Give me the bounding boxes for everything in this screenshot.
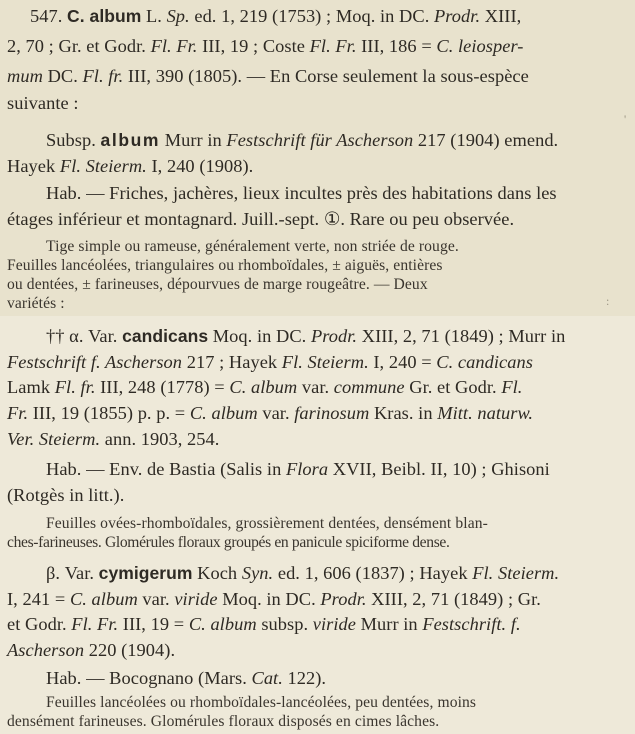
text-run: viride — [312, 614, 356, 634]
text-run: III, 186 = — [356, 36, 437, 56]
text-run: Lamk — [7, 377, 55, 397]
text-run: variétés : — [7, 295, 65, 312]
text-line — [0, 712, 635, 732]
text-run: Hab. — Env. de Bastia (Salis in — [46, 459, 286, 479]
text-run: Fl. Fr. — [309, 36, 357, 56]
scan-speck: : — [606, 294, 610, 308]
text-line — [0, 457, 635, 481]
text-run: 217 ; Hayek — [182, 352, 282, 372]
text-run: Murr in — [160, 130, 227, 150]
text-run: candicans — [122, 326, 209, 346]
text-run: XIII, 2, 71 (1849) ; Murr in — [357, 326, 566, 346]
text-run: Feuilles lancéolées, triangulaires ou rhomboïdales, ± aiguës, entières — [7, 257, 443, 274]
text-line — [0, 64, 635, 88]
text-line — [0, 154, 635, 178]
text-line — [0, 256, 635, 276]
text-run: Feuilles lancéolées ou rhomboïdales-lancéolées, peu dentées, moins — [46, 694, 477, 711]
text-line — [0, 401, 635, 425]
text-run: cymigerum — [98, 563, 193, 583]
text-run: Prodr. — [310, 326, 358, 346]
text-run: 122). — [282, 668, 327, 688]
text-line — [0, 294, 635, 314]
text-run: 217 (1904) emend. — [413, 130, 559, 150]
text-run: Fl. Fr. — [150, 36, 198, 56]
text-run: Fl. fr. — [82, 66, 124, 86]
text-run: Koch — [192, 563, 242, 583]
text-line — [0, 237, 635, 257]
text-run: Flora — [285, 459, 329, 479]
text-line — [0, 561, 635, 585]
text-line — [0, 693, 635, 713]
text-run: farinosum — [294, 403, 370, 423]
text-line — [0, 666, 635, 690]
text-run: Cat. — [251, 668, 283, 688]
text-run: III, 390 (1805). — En Corse seulement la sous-espèce — [123, 66, 529, 86]
text-run: Fl. Steierm. — [59, 156, 147, 176]
text-run: Sp. — [166, 6, 190, 26]
text-run: C. album — [189, 403, 258, 423]
text-run: C. leiosper- — [436, 36, 524, 56]
text-run: Murr in — [355, 614, 423, 634]
text-line — [0, 638, 635, 662]
text-run: mum — [7, 66, 43, 86]
text-run: ches-farineuses. Glomérules floraux groupés en panicule spiciforme dense. — [7, 534, 450, 551]
text-run: commune — [333, 377, 405, 397]
text-run: III, 19 = — [118, 614, 189, 634]
text-run: viride — [174, 589, 218, 609]
text-line — [0, 587, 635, 611]
text-run: I, 241 = — [7, 589, 70, 609]
text-run: ann. 1903, 254. — [100, 429, 220, 449]
text-run: var. — [297, 377, 334, 397]
text-run: Fl. Steierm. — [472, 563, 560, 583]
text-line — [0, 514, 635, 534]
text-run: C. candicans — [436, 352, 533, 372]
text-run: XIII, — [480, 6, 522, 26]
text-line — [0, 427, 635, 451]
text-run: 547. — [30, 6, 68, 26]
text-run: Prodr. — [434, 6, 481, 26]
text-run: β. Var. — [46, 563, 99, 583]
text-run: Ascherson — [7, 640, 85, 660]
text-run: Festschrift f. Ascherson — [7, 352, 183, 372]
scan-speck: ' — [624, 112, 627, 126]
text-run: Moq. in DC. — [208, 326, 311, 346]
text-run: var. — [137, 589, 175, 609]
text-run: Feuilles ovées-rhomboïdales, grossièrement dentées, densément blan- — [46, 515, 488, 532]
text-run: C. album — [67, 6, 142, 26]
text-line — [0, 324, 635, 348]
text-run: ed. 1, 606 (1837) ; Hayek — [273, 563, 473, 583]
text-run: Ver. Steierm. — [7, 429, 101, 449]
text-run: Moq. in DC. — [217, 589, 321, 609]
text-run: suivante : — [7, 93, 79, 113]
text-line — [0, 128, 635, 152]
text-run: Hayek — [7, 156, 60, 176]
text-run: Gr. et Godr. — [404, 377, 502, 397]
text-run: Fl. — [501, 377, 523, 397]
text-run: III, 248 (1778) = — [95, 377, 230, 397]
text-line — [0, 533, 635, 553]
text-run: Hab. — Bocognano (Mars. — [46, 668, 252, 688]
text-run: subsp. — [256, 614, 313, 634]
text-line — [0, 375, 635, 399]
text-run: Kras. in — [369, 403, 438, 423]
text-run: Festschrift. f. — [422, 614, 521, 634]
text-run: III, 19 ; Coste — [197, 36, 310, 56]
text-run: L. — [141, 6, 167, 26]
text-run: Subsp. — [46, 130, 101, 150]
text-line — [0, 4, 635, 28]
text-run: ed. 1, 219 (1753) ; Moq. in DC. — [189, 6, 434, 26]
text-run: 220 (1904). — [84, 640, 176, 660]
text-run: et Godr. — [7, 614, 72, 634]
text-line — [0, 483, 635, 507]
text-line — [0, 91, 635, 115]
text-run: I, 240 = — [368, 352, 437, 372]
text-run: Prodr. — [320, 589, 367, 609]
text-run: †† α. Var. — [46, 326, 123, 346]
text-run: Fl. Steierm. — [281, 352, 369, 372]
text-run: Fl. fr. — [54, 377, 96, 397]
text-line — [0, 350, 635, 374]
text-run: var. — [257, 403, 295, 423]
text-run: Tige simple ou rameuse, généralement verte, non striée de rouge. — [46, 238, 459, 255]
text-line — [0, 275, 635, 295]
text-line — [0, 181, 635, 205]
text-run: étages inférieur et montagnard. Juill.-sept. ①. Rare ou peu observée. — [7, 209, 515, 229]
text-run: 2, 70 ; Gr. et Godr. — [7, 36, 151, 56]
text-run: C. album — [69, 589, 138, 609]
text-line — [0, 207, 635, 231]
text-run: Fl. Fr. — [71, 614, 119, 634]
text-run: album — [100, 130, 161, 150]
text-run: densément farineuses. Glomérules floraux disposés en cimes lâches. — [7, 713, 440, 730]
text-line — [0, 34, 635, 58]
text-run: Mitt. naturw. — [437, 403, 534, 423]
text-run: DC. — [42, 66, 83, 86]
text-line — [0, 612, 635, 636]
text-run: Festschrift für Ascherson — [226, 130, 414, 150]
text-run: (Rotgès in litt.). — [7, 485, 125, 505]
text-run: ou dentées, ± farineuses, dépourvues de marge rougeâtre. — Deux — [7, 276, 428, 293]
text-run: Syn. — [241, 563, 274, 583]
text-run: III, 19 (1855) p. p. = — [28, 403, 190, 423]
text-run: XVII, Beibl. II, 10) ; Ghisoni — [328, 459, 550, 479]
text-run: C. album — [188, 614, 257, 634]
text-run: Fr. — [7, 403, 29, 423]
text-run: Hab. — Friches, jachères, lieux incultes près des habitations dans les — [46, 183, 557, 203]
text-run: XIII, 2, 71 (1849) ; Gr. — [366, 589, 541, 609]
text-run: C. album — [229, 377, 298, 397]
text-run: I, 240 (1908). — [146, 156, 254, 176]
